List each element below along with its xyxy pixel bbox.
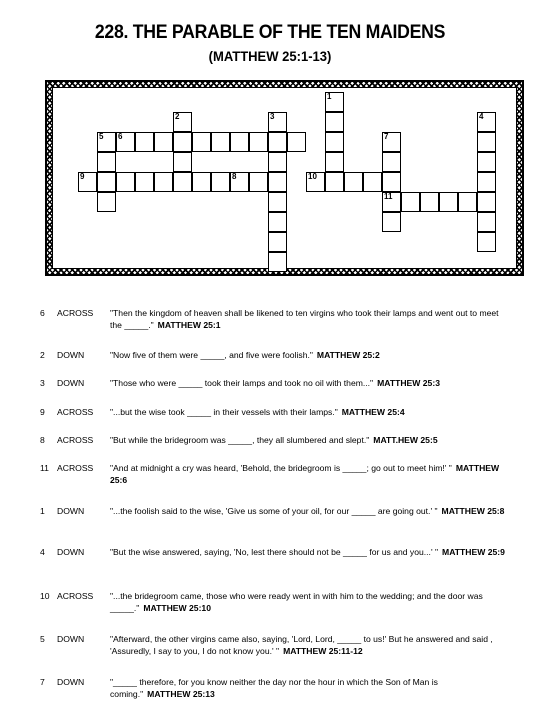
clue-text-block [110, 546, 510, 558]
clue-direction: ACROSS [57, 591, 94, 601]
clue-number: 2 [40, 350, 45, 360]
clue-number-label: 6 [118, 132, 123, 141]
clue-number-label: 9 [80, 172, 85, 181]
clue-number-label: 7 [384, 132, 389, 141]
clue-number-label: 10 [308, 172, 317, 181]
clue-number-label: 8 [232, 172, 237, 181]
clue-number: 1 [40, 506, 45, 516]
clue-text-block [110, 676, 510, 700]
clue-text: "...the foolish said to the wise, 'Give us some of your oil, for our _____ are going out.' " [110, 506, 438, 516]
clue-text: "...but the wise took _____ in their vessels with their lamps." [110, 407, 338, 417]
page-title: 228. THE PARABLE OF THE TEN MAIDENS [94, 22, 446, 43]
clue-number: 3 [40, 378, 45, 388]
clue-text-block [110, 377, 510, 389]
clue-direction: ACROSS [57, 407, 94, 417]
clue-direction: DOWN [57, 634, 85, 644]
clue-reference: MATTHEW 25:3 [377, 378, 440, 388]
clue-direction: DOWN [57, 350, 85, 360]
clue-number-label: 3 [270, 112, 275, 121]
clue-direction: ACROSS [57, 308, 94, 318]
clue-direction: ACROSS [57, 463, 94, 473]
clue-number: 11 [40, 463, 49, 473]
clue-number: 10 [40, 591, 50, 601]
clue-number: 4 [40, 547, 45, 557]
clue-number-label: 2 [175, 112, 180, 121]
clue-text: "Then the kingdom of heaven shall be likened to ten virgins who took their lamps and went out to meet the _____." [110, 308, 499, 330]
clue-text-block [110, 462, 510, 486]
clue-reference: MATTHEW 25:4 [341, 407, 405, 417]
clue-reference: MATTHEW 25:2 [316, 350, 380, 360]
clue-number-label: 1 [327, 92, 332, 101]
clue-number: 6 [40, 308, 45, 318]
clue-number-label: 5 [99, 132, 104, 141]
clue-reference: MATT.HEW 25:5 [373, 435, 438, 445]
clue-text-block [110, 505, 510, 517]
page-subtitle: (MATTHEW 25:1-13) [208, 48, 332, 64]
clue-direction: DOWN [57, 506, 85, 516]
clue-reference: MATTHEW 25:10 [143, 603, 211, 613]
clue-text: "_____ therefore, for you know neither the day nor the hour in which the Son of Man is coming." [110, 677, 438, 699]
clue-text: "But while the bridegroom was _____, they all slumbered and slept." [110, 435, 370, 445]
clue-text-block [110, 633, 510, 657]
clue-text-block [110, 434, 510, 446]
clue-number: 8 [40, 435, 45, 445]
clue-number: 5 [40, 634, 45, 644]
clue-reference: MATTHEW 25:8 [441, 506, 505, 516]
clue-text: "Now five of them were _____, and five were foolish." [110, 350, 313, 360]
clue-number: 7 [40, 677, 45, 687]
clue-text: "Those who were _____ took their lamps and took no oil with them..." [110, 378, 374, 388]
clue-number-label: 4 [479, 112, 484, 121]
clue-reference: MATTHEW 25:1 [157, 320, 221, 330]
clue-direction: DOWN [57, 547, 85, 557]
clue-number: 9 [40, 407, 45, 417]
clue-text: "...the bridegroom came, those who were ready went in with him to the wedding; and the door was _____." [110, 591, 483, 613]
clue-reference: MATTHEW 25:9 [442, 547, 505, 557]
clue-text: "But the wise answered, saying, 'No, lest there should not be _____ for us and you...' " [110, 547, 439, 557]
clue-direction: DOWN [57, 378, 85, 388]
clue-text-block [110, 590, 510, 614]
clue-text-block [110, 349, 510, 361]
clue-number-label: 11 [384, 192, 393, 201]
clue-reference: MATTHEW 25:6 [110, 463, 500, 485]
clue-text-block [110, 307, 510, 331]
clue-text: "And at midnight a cry was heard, 'Behold, the bridegroom is _____; go out to meet him!' " [110, 463, 452, 473]
clue-reference: MATTHEW 25:13 [147, 689, 215, 699]
clue-direction: ACROSS [57, 435, 94, 445]
clue-reference: MATTHEW 25:11-12 [283, 646, 363, 656]
clue-text-block [110, 406, 510, 418]
clue-direction: DOWN [57, 677, 85, 687]
clue-text: "Afterward, the other virgins came also, saying, 'Lord, Lord, _____ to us!' But he answered and said , 'Assuredly, I say to you, I do not know you.' " [110, 634, 493, 656]
